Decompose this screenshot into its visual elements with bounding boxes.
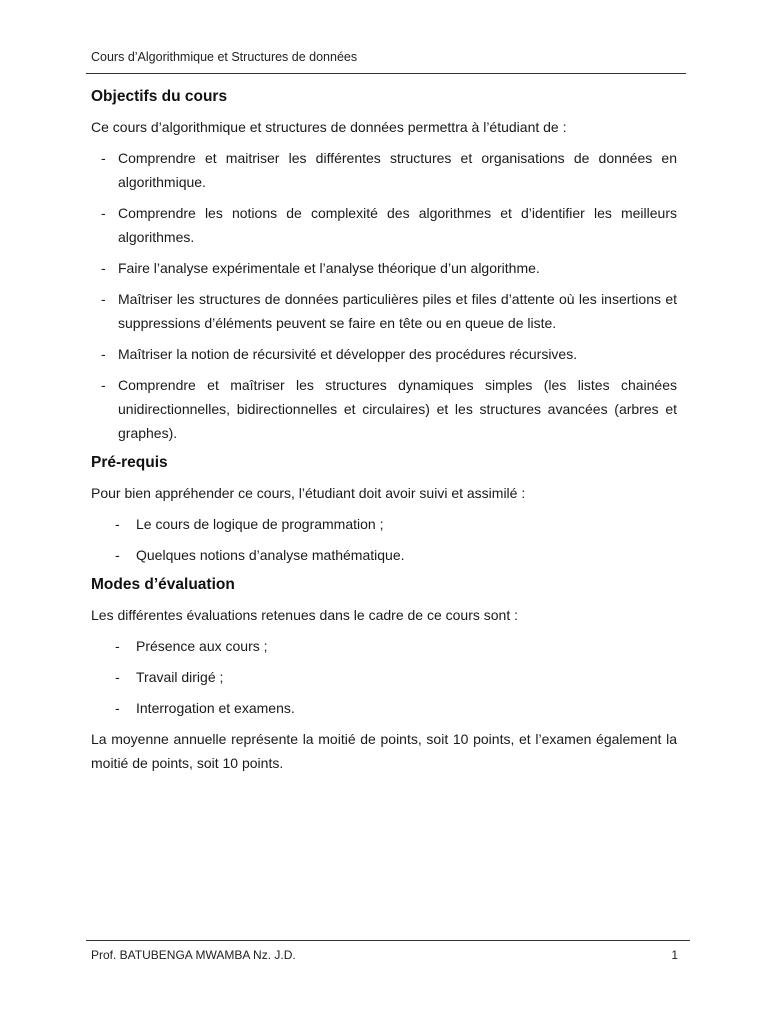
objectives-heading: Objectifs du cours	[91, 88, 228, 105]
list-item: - Interrogation et examens.	[115, 700, 295, 716]
list-item: - Présence aux cours ;	[115, 638, 268, 654]
objectives-list	[91, 146, 677, 445]
list-item: - Maîtriser les structures de données particulières piles et files d’attente où les insertions et suppressions d’éléments peuvent se faire en tête ou en queue de liste.	[101, 291, 677, 331]
list-item-text: Comprendre les notions de complexité des algorithmes et d’identifier les meilleurs algorithmes.	[118, 205, 677, 245]
list-item-text: Comprendre et maîtriser les structures dynamiques simples (les listes chainées unidirectionnelles, bidirectionnelles et circulaires) et les structures avancées (arbres et graphes).	[118, 377, 677, 441]
list-item: - Comprendre les notions de complexité des algorithmes et d’identifier les meilleurs algorithmes.	[101, 205, 677, 245]
list-item-text: Présence aux cours ;	[136, 638, 268, 654]
list-item-text: Maîtriser les structures de données particulières piles et files d’attente où les insertions et suppressions d’éléments peuvent se faire en tête ou en queue de liste.	[118, 291, 677, 331]
footer-author: Prof. BATUBENGA MWAMBA Nz. J.D.	[91, 948, 296, 962]
evaluation-heading: Modes d’évaluation	[91, 576, 235, 593]
list-item: - Faire l’analyse expérimentale et l’analyse théorique d’un algorithme.	[101, 260, 540, 276]
header-divider	[86, 73, 686, 74]
list-item-text: Le cours de logique de programmation ;	[136, 516, 384, 532]
list-item-text: Quelques notions d’analyse mathématique.	[136, 547, 405, 563]
prerequisites-heading: Pré-requis	[91, 454, 168, 471]
page-number: 1	[671, 948, 678, 962]
list-item-text: Maîtriser la notion de récursivité et développer des procédures récursives.	[118, 346, 578, 362]
prerequisites-intro: Pour bien appréhender ce cours, l’étudiant doit avoir suivi et assimilé :	[91, 485, 526, 501]
prerequisites-list	[91, 512, 677, 567]
objectives-intro: Ce cours d’algorithmique et structures de données permettra à l’étudiant de :	[91, 119, 567, 135]
list-item: - Quelques notions d’analyse mathématique.	[115, 547, 405, 563]
list-item-text: Interrogation et examens.	[136, 700, 295, 716]
footer-divider	[86, 940, 690, 941]
list-item-text: Travail dirigé ;	[136, 669, 224, 685]
document-body	[91, 86, 677, 782]
evaluation-list	[91, 634, 677, 720]
list-item: - Comprendre et maîtriser les structures dynamiques simples (les listes chainées unidirectionnelles, bidirectionnelles et circulaires) et les structures avancées (arbres et graphes).	[101, 377, 677, 441]
page-header: Cours d’Algorithmique et Structures de données	[91, 50, 358, 64]
evaluation-intro: Les différentes évaluations retenues dans le cadre de ce cours sont :	[91, 607, 519, 623]
list-item-text: Comprendre et maitriser les différentes structures et organisations de données en algorithmique.	[118, 150, 677, 190]
list-item: - Comprendre et maitriser les différentes structures et organisations de données en algorithmique.	[101, 150, 677, 190]
list-item: - Travail dirigé ;	[115, 669, 224, 685]
list-item: - Le cours de logique de programmation ;	[115, 516, 384, 532]
list-item: - Maîtriser la notion de récursivité et développer des procédures récursives.	[101, 346, 578, 362]
evaluation-conclusion: La moyenne annuelle représente la moitié de points, soit 10 points, et l’examen également la moitié de points, soit 10 points.	[91, 731, 677, 771]
list-item-text: Faire l’analyse expérimentale et l’analyse théorique d’un algorithme.	[118, 260, 540, 276]
